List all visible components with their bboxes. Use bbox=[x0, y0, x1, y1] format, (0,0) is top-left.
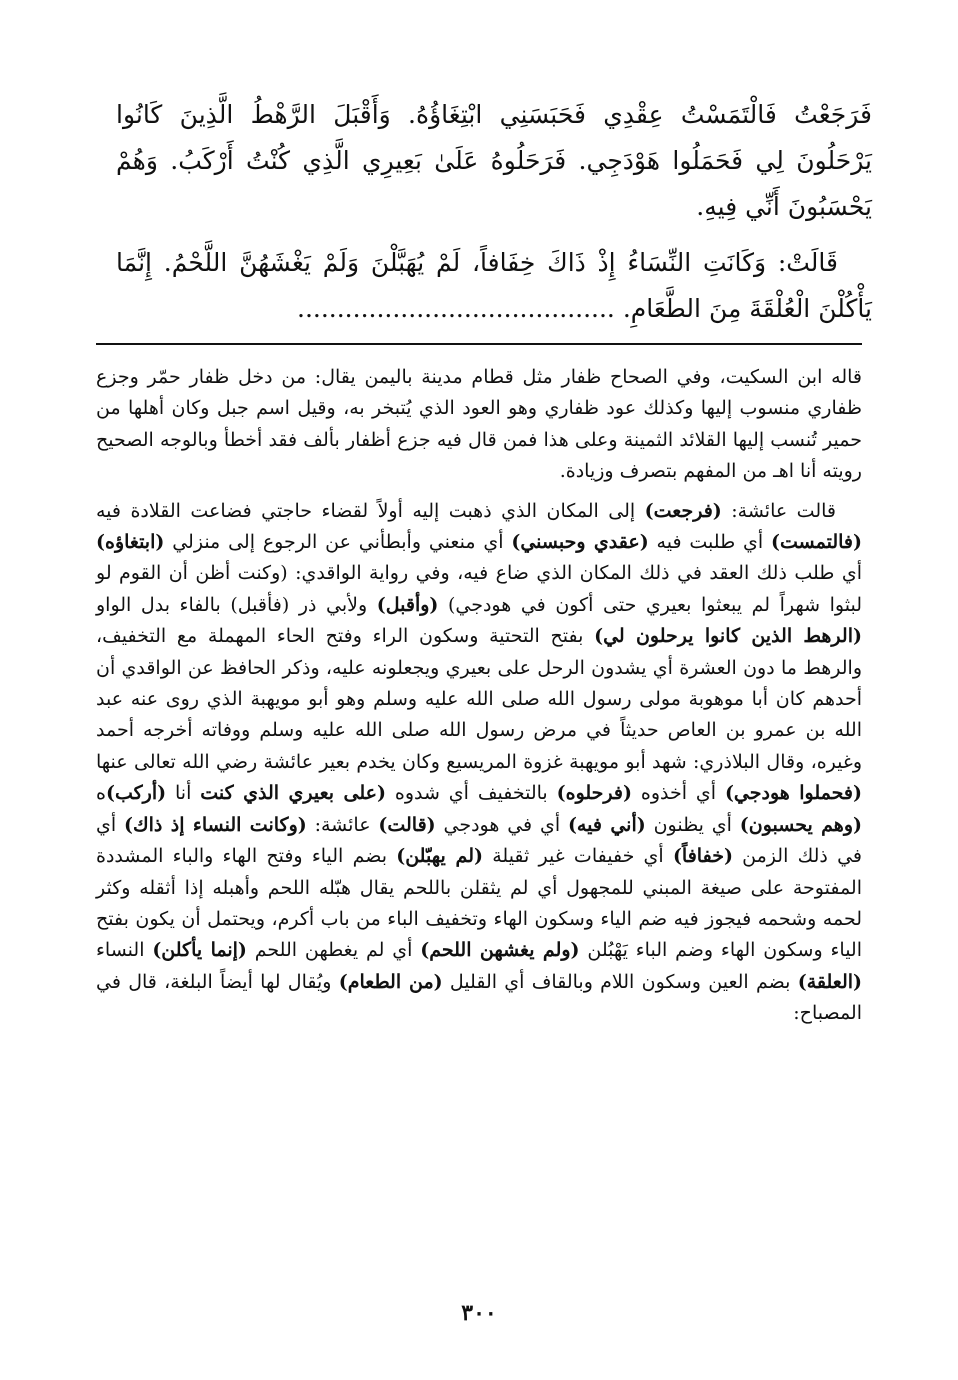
bold-quote: (خفافاً) bbox=[672, 845, 733, 868]
commentary-text: أي طلبت فيه bbox=[648, 531, 772, 554]
hadith-paragraph-1: فَرَجَعْتُ فَالْتَمَسْتُ عِقْدِي فَحَبَسَنِي ابْتِغَاؤُهُ. وَأَقْبَلَ الرَّهْطُ الَّذِينَ كَانُوا يَرْحَلُونَ لِي فَحَمَلُوا هَوْدَجِي. فَرَحَلُوهُ عَلَىٰ بَعِيرِي الَّذِي كُنْتُ أَرْكَبُ. وَهُمْ يَحْسَبُونَ أَنِّي فِيهِ. bbox=[116, 100, 872, 221]
commentary-text: بالتخفيف أي شدوه bbox=[386, 782, 557, 805]
commentary-text: بضم العين وسكون اللام وبالقاف أي القليل bbox=[442, 970, 798, 993]
bold-quote: (قالت) bbox=[378, 813, 436, 836]
commentary bbox=[96, 362, 862, 1030]
commentary-text: ويُقال لها أيضاً البلغة، قال في المصباح: bbox=[96, 970, 862, 1025]
bold-quote: (من الطعام) bbox=[338, 970, 443, 993]
bold-quote: (فحملوا هودجي) bbox=[724, 782, 862, 805]
bold-quote: (فرجعت) bbox=[644, 499, 722, 522]
commentary-text: أي أخذوه bbox=[631, 782, 725, 805]
commentary-text: ولأبي ذر (فأقبل) بالفاء بدل الواو bbox=[96, 593, 377, 616]
bold-quote: (لم يهبّلن) bbox=[396, 845, 483, 868]
commentary-text: أي في ذلك الزمن bbox=[96, 813, 863, 868]
bold-quote: (العلقة) bbox=[797, 970, 863, 993]
commentary-text: أي طلب ذلك العقد في ذلك المكان الذي ضاع فيه، وفي رواية الواقدي: (وكنت أظن أن القوم لو لبثوا شهراً لم يبعثوا بعيري حتى أكون في هودجي) bbox=[96, 562, 862, 616]
commentary-text: ه bbox=[96, 782, 106, 805]
bold-quote: (وكانت النساء إذ ذاك) bbox=[123, 813, 307, 836]
commentary-text: النساء bbox=[96, 939, 153, 962]
commentary-paragraph-1: قاله ابن السكيت، وفي الصحاح ظفار مثل قطام مدينة باليمن يقال: من دخل ظفار حمّر وجزع ظفاري منسوب إليها وكذلك عود ظفاري وهو العود الذي يُتبخر به، وقيل اسم جبل وكان أهلها من حمير تُنسب إليها القلائد الثمينة وعلى هذا فمن قال فيه جزع أظفار بألف فقد أخطأ وبالوجه الصحيح رويته أنا اهـ من المفهم بتصرف وزيادة. bbox=[96, 366, 862, 483]
bold-quote: (وأقبل) bbox=[376, 593, 439, 616]
commentary-text: عائشة: bbox=[306, 813, 379, 836]
bold-quote: (أني فيه) bbox=[567, 813, 646, 836]
bold-quote: (وهم يحسبون) bbox=[739, 813, 862, 836]
bold-quote: (فرحلوه) bbox=[556, 782, 632, 805]
hadith-text bbox=[116, 92, 872, 332]
bold-quote: (ابتغاؤه) bbox=[96, 531, 165, 554]
commentary-text: أي خفيفات غير ثقيلة bbox=[482, 845, 673, 868]
hadith-paragraph-2: قَالَتْ: وَكَانَتِ النِّسَاءُ إِذْ ذَاكَ خِفَافاً، لَمْ يُهَبَّلْنَ وَلَمْ يَغْشَهُنَّ اللَّحْمُ. إِنَّمَا يَأْكُلْنَ الْعُلْقَةَ مِنَ الطَّعَامِ. ........................................ bbox=[116, 248, 872, 323]
commentary-text: بضم الياء وفتح الهاء والباء المشددة المفتوحة على صيغة المبني للمجهول أي لم يثقلن باللحم يقال هبّله اللحم وأهبله إذا أثقله وكثر لحمه وشحمه فيجوز فيه ضم الياء وسكون الهاء وتخفيف الباء من باب أكرم، ويحتمل أن يكون بفتح الياء وسكون الهاء وضم الباء يَهْبُلن bbox=[96, 845, 862, 962]
bold-quote: (عقدي وحبسني) bbox=[511, 531, 649, 554]
commentary-text: أنا bbox=[166, 782, 201, 805]
bold-quote: (ولم يغشهن اللحم) bbox=[420, 939, 580, 962]
footnote-divider bbox=[96, 343, 862, 345]
commentary-text: قالت عائشة: bbox=[721, 499, 836, 522]
commentary-text: أي لم يغطهن اللحم bbox=[246, 939, 421, 962]
commentary-text: أي يظنون bbox=[645, 813, 740, 836]
commentary-text: إلى المكان الذي ذهبت إليه أولاً لقضاء حاجتي فضاعت القلادة فيه bbox=[96, 499, 645, 522]
bold-quote: (إنما يأكلن) bbox=[152, 939, 247, 962]
bold-quote: (فالتمست) bbox=[771, 531, 862, 554]
commentary-paragraph-2 bbox=[96, 496, 862, 1030]
bold-quote: (الرهط الذين كانوا يرحلون لي) bbox=[594, 625, 862, 648]
commentary-text: بفتح التحتية وسكون الراء وفتح الحاء المهملة مع التخفيف، والرهط ما دون العشرة أي يشدون الرحل على بعيري ويجعلونه عليه، وذكر الحافظ عن الواقدي أن أحدهم كان أبا موهوبة مولى رسول الله صلى الله عليه وسلم وهو أبو مويهبة الذي روى عنه عبد الله بن عمرو بن العاص حديثاً في مرض رسول الله صلى الله عليه وسلم ووفاته أخرجه أحمد وغيره، وقال البلاذري: شهد أبو مويهبة غزوة المريسيع وكان يخدم بعير عائشة رضي الله تعالى عنها bbox=[96, 625, 862, 773]
bold-quote: (أركب) bbox=[105, 782, 167, 805]
commentary-text: أي في هودجي bbox=[435, 813, 568, 836]
page-number: ٣٠٠ bbox=[461, 1300, 497, 1326]
commentary-text: أي منعني وأبطأني عن الرجوع إلى منزلي bbox=[164, 531, 512, 554]
bold-quote: (على بعيري الذي كنت bbox=[200, 782, 386, 805]
